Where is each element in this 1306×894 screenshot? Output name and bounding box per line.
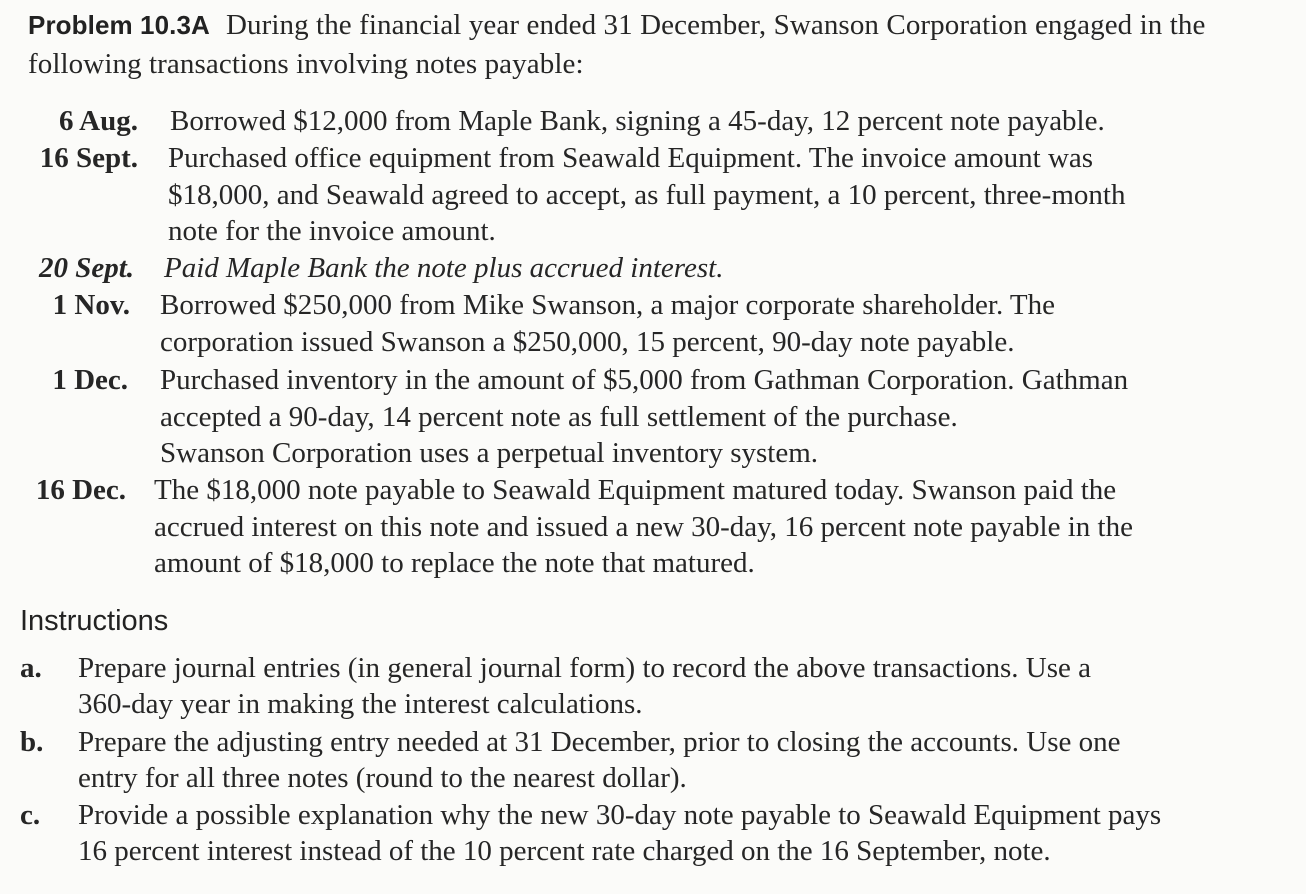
- instruction-letter: c.: [20, 799, 41, 831]
- transaction-text: The $18,000 note payable to Seawald Equipment matured today. Swanson paid the accrued interest on this note and issued a new 30-day, 16 percent note payable in the amount of $18,000 to replace the note that matured.: [154, 474, 1133, 579]
- transaction-text: Borrowed $12,000 from Maple Bank, signing a 45-day, 12 percent note payable.: [170, 105, 1105, 137]
- transaction-date: 6 Aug.: [59, 105, 138, 137]
- instructions-heading: Instructions: [20, 605, 169, 637]
- problem-label: Problem 10.3A: [28, 10, 210, 40]
- instruction-text: Prepare the adjusting entry needed at 31 December, prior to closing the accounts. Use one entry for all three notes (round to the nearest dollar).: [78, 726, 1121, 794]
- problem-intro-text: During the financial year ended 31 December, Swanson Corporation engaged in the following transactions involving notes payable:: [28, 9, 1206, 80]
- instruction-text: Prepare journal entries (in general journal form) to record the above transactions. Use a 360-day year in making the interest calculations.: [78, 652, 1091, 720]
- transaction-date: 16 Sept.: [39, 142, 138, 174]
- instruction-text: Provide a possible explanation why the new 30-day note payable to Seawald Equipment pays 16 percent interest instead of the 10 percent rate charged on the 16 September, note.: [78, 799, 1162, 867]
- transaction-date: 20 Sept.: [38, 252, 134, 284]
- transaction-text: Borrowed $250,000 from Mike Swanson, a major corporate shareholder. The corporation issued Swanson a $250,000, 15 percent, 90-day note payable.: [160, 289, 1056, 358]
- instruction-letter: b.: [20, 726, 44, 758]
- instruction-letter: a.: [20, 652, 42, 684]
- transaction-date: 1 Nov.: [52, 289, 130, 321]
- transaction-date: 1 Dec.: [52, 364, 128, 396]
- transaction-text: Purchased inventory in the amount of $5,000 from Gathman Corporation. Gathman accepted a 90-day, 14 percent note as full settlement of the purchase. Swanson Corporation uses a perpetual inventory system.: [160, 364, 1129, 469]
- transaction-text: Paid Maple Bank the note plus accrued interest.: [164, 252, 724, 284]
- transaction-text: Purchased office equipment from Seawald Equipment. The invoice amount was $18,000, and Seawald agreed to accept, as full payment, a 10 percent, three-month note for the invoice amount.: [168, 142, 1126, 247]
- transaction-date: 16 Dec.: [35, 474, 126, 506]
- problem-intro: [28, 6, 1278, 84]
